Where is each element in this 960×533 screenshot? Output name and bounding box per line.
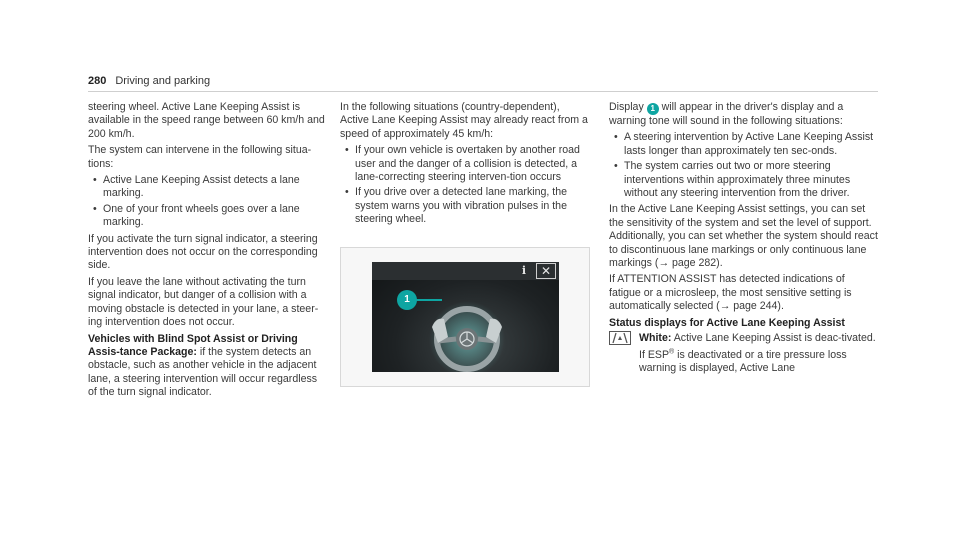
paragraph: steering wheel. Active Lane Keeping Assist is available in the speed range between 60 km/h and 200 km/h. bbox=[88, 101, 325, 140]
close-icon: ✕ bbox=[536, 263, 556, 279]
paragraph-vehicles-blind-spot bbox=[88, 333, 326, 400]
page-header bbox=[88, 75, 878, 91]
column-right bbox=[609, 101, 879, 378]
callout-leader-line bbox=[416, 299, 442, 301]
paragraph-text: If ESP bbox=[639, 348, 670, 361]
driver-display-screen bbox=[372, 262, 559, 372]
paragraph-text: is deactivated or a tire pressure loss warning is displayed, Active Lane bbox=[639, 348, 847, 374]
bold-lead: Vehicles with Blind Spot Assist or Driving Assis-tance Package: bbox=[88, 332, 298, 358]
list-item: • If your own vehicle is overtaken by another road user and the danger of a collision is detected, a lane-correcting steering interven-tion occurs bbox=[340, 144, 590, 184]
paragraph-esp bbox=[639, 349, 879, 376]
paragraph: If you leave the lane without activating the turn signal indicator, but danger of a collision with a moving obstacle is detected in your lane, a steer-ing intervention does not occur. bbox=[88, 275, 319, 329]
callout-marker-inline: 1 bbox=[647, 103, 659, 115]
registered-mark: ® bbox=[669, 347, 675, 355]
paragraph: If ATTENTION ASSIST has detected indications of fatigue or a microsleep, the most sensitive setting is automatically selected (→ page 244). bbox=[609, 273, 852, 313]
lane-keeping-assist-icon bbox=[609, 331, 631, 345]
header-divider bbox=[88, 91, 878, 92]
status-description bbox=[639, 332, 879, 378]
column-middle bbox=[340, 101, 590, 230]
steering-wheel-icon bbox=[428, 297, 506, 372]
paragraph: In the Active Lane Keeping Assist settings, you can set the sensitivity of the system and set the level of support. Additionally, you can set whether the system should react to discontinuous lane markings or only continuous lane markings (→ page 282). bbox=[609, 203, 878, 270]
paragraph-text: will appear in the driver's display and a warning tone will sound in the following situations: bbox=[609, 101, 844, 127]
list-item: • One of your front wheels goes over a lane marking. bbox=[88, 203, 326, 230]
status-row-white bbox=[609, 332, 879, 378]
status-label: White: bbox=[639, 332, 672, 345]
paragraph-text: Active Lane Keeping Assist is deac-tivated. bbox=[671, 332, 876, 345]
callout-marker: 1 bbox=[397, 290, 417, 310]
list-item: • A steering intervention by Active Lane Keeping Assist lasts longer than approximately ten sec-onds. bbox=[609, 131, 879, 158]
info-icon: i bbox=[521, 264, 527, 277]
paragraph: In the following situations (country-dependent), Active Lane Keeping Assist may already react from a speed of approximately 45 km/h: bbox=[340, 101, 588, 140]
column-left bbox=[88, 101, 326, 403]
paragraph: If you activate the turn signal indicator, a steering intervention does not occur on the corresponding side. bbox=[88, 232, 318, 272]
list-item: • If you drive over a detected lane marking, the system warns you with vibration pulses in the steering wheel. bbox=[340, 186, 590, 226]
page-number: 280 bbox=[88, 75, 107, 87]
paragraph-text: if the system detects an obstacle, such as another vehicle in the adjacent lane, a steering intervention will occur regardless of the turn signal indicator. bbox=[88, 345, 318, 399]
list-item: • The system carries out two or more steering interventions within approximately three minutes without any steering intervention from the driver. bbox=[609, 160, 879, 200]
steering-wheel-figure bbox=[340, 247, 590, 387]
paragraph-display bbox=[609, 101, 879, 128]
bullet-list bbox=[340, 144, 590, 226]
bullet-list bbox=[609, 131, 879, 200]
list-item: • Active Lane Keeping Assist detects a lane marking. bbox=[88, 174, 326, 201]
status-displays-heading: Status displays for Active Lane Keeping Assist bbox=[609, 316, 845, 329]
bullet-list bbox=[88, 174, 326, 230]
section-title: Driving and parking bbox=[115, 75, 211, 87]
paragraph-text: Display bbox=[609, 101, 647, 113]
paragraph: The system can intervene in the following situa-tions: bbox=[88, 144, 312, 170]
